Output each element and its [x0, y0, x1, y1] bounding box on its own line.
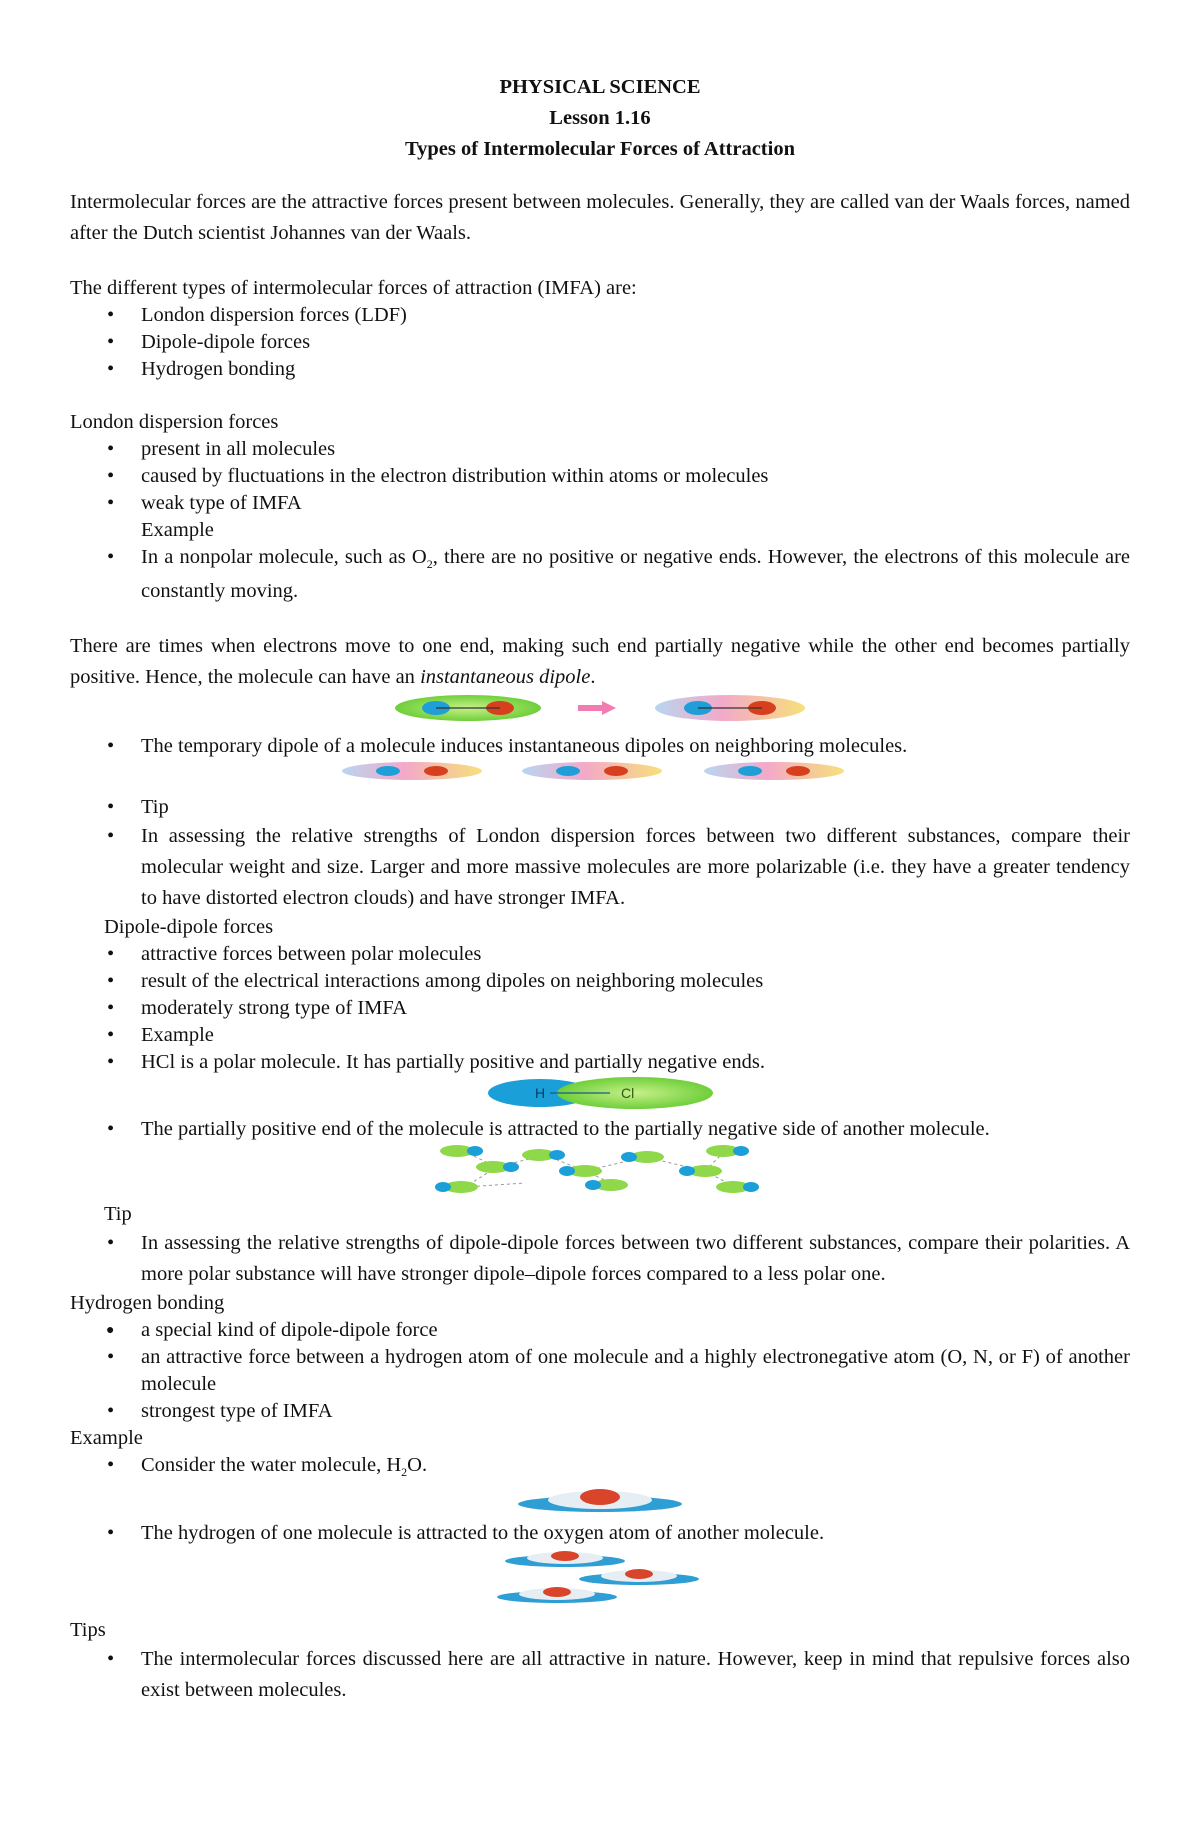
list-item: • moderately strong type of IMFA — [141, 995, 1130, 1022]
intro-paragraph: Intermolecular forces are the attractive forces present between molecules. Generally, they are called van der Waals forces, named after the Dutch scientist Johannes van der Waals. — [70, 191, 1130, 244]
dipole-list — [70, 941, 1130, 1076]
ldf-example-label: Example — [141, 519, 214, 541]
hbond-heading: Hydrogen bonding — [70, 1292, 225, 1315]
lesson-title: Types of Intermolecular Forces of Attraction — [405, 138, 795, 160]
dipole-heading: Dipole-dipole forces — [104, 916, 274, 939]
hcl-h-label: H — [535, 1085, 546, 1102]
instantaneous-dipole-figure — [390, 693, 810, 723]
list-item: • result of the electrical interactions among dipoles on neighboring molecules — [141, 968, 1130, 995]
ldf-tip-list — [70, 794, 1130, 914]
list-item: • London dispersion forces (LDF) — [141, 302, 1130, 329]
water-molecule-figure — [515, 1486, 685, 1516]
list-item: • Dipole-dipole forces — [141, 329, 1130, 356]
ldf-list — [70, 436, 1130, 605]
induced-dipoles-figure — [340, 760, 860, 782]
ldf-example-item: • In a nonpolar molecule, such as $O_2$, there are no positive or negative ends. However, the electrons of this molecule are constantly moving. — [141, 544, 1130, 605]
list-item: • attractive forces between polar molecules — [141, 941, 1130, 968]
ldf-tip-text: • In assessing the relative strengths of London dispersion forces between two different substances, compare their molecular weight and size. Larger and more massive molecules are more polarizable (i.e. they have a greater tendency to have distorted electron clouds) and have stronger IMFA. — [141, 821, 1130, 914]
ldf-heading: London dispersion forces — [70, 411, 279, 433]
list-item: • Example — [141, 1022, 1130, 1049]
instantaneous-dipole-paragraph: There are times when electrons move to one end, making such end partially negative while the other end becomes partially positive. Hence, the molecule can have an instantaneous dipole. — [70, 635, 1130, 689]
dipole-tip-label: Tip — [104, 1203, 132, 1226]
hbond-attraction-item: • The hydrogen of one molecule is attracted to the oxygen atom of another molecule. — [141, 1520, 1130, 1547]
hcl-cl-label: Cl — [621, 1085, 635, 1102]
tips-label: Tips — [70, 1619, 106, 1642]
lesson-number: Lesson 1.16 — [549, 107, 651, 129]
dipole-network-figure — [435, 1143, 765, 1193]
water-molecule-item: • Consider the water molecule, $H_2O$. — [141, 1452, 1130, 1486]
hydrogen-bond-figure — [495, 1547, 705, 1609]
subject-title: PHYSICAL SCIENCE — [499, 76, 701, 98]
hbond-list — [70, 1317, 1130, 1425]
document-page — [70, 72, 1130, 1706]
ldf-tip-label: • Tip — [141, 794, 1130, 821]
dipole-attraction-item: • The partially positive end of the molecule is attracted to the partially negative side of another molecule. — [141, 1116, 1130, 1143]
hcl-molecule-figure — [485, 1076, 715, 1110]
hbond-example-label: Example — [70, 1427, 143, 1450]
imfa-types-list — [70, 302, 1130, 383]
dipole-tip-text: • In assessing the relative strengths of dipole-dipole forces between two different substances, compare their polarities. A more polar substance will have stronger dipole–dipole forces compared to a less polar one. — [141, 1228, 1130, 1290]
list-item: • HCl is a polar molecule. It has partially positive and partially negative ends. — [141, 1049, 1130, 1076]
induced-dipole-item: • The temporary dipole of a molecule induces instantaneous dipoles on neighboring molecules. — [141, 733, 1130, 760]
list-item: • Hydrogen bonding — [141, 356, 1130, 383]
imfa-types-lead: The different types of intermolecular forces of attraction (IMFA) are: — [70, 277, 637, 299]
list-item: ● a special kind of dipole-dipole force — [141, 1317, 1130, 1344]
list-item: • present in all molecules — [141, 436, 1130, 463]
list-item: • caused by fluctuations in the electron distribution within atoms or molecules — [141, 463, 1130, 490]
tips-text: • The intermolecular forces discussed here are all attractive in nature. However, keep in mind that repulsive forces also exist between molecules. — [141, 1644, 1130, 1706]
list-item: • strongest type of IMFA — [141, 1398, 1130, 1425]
list-item: • an attractive force between a hydrogen atom of one molecule and a highly electronegative atom (O, N, or F) of another molecule — [141, 1344, 1130, 1398]
list-item: • weak type of IMFA — [141, 490, 1130, 517]
